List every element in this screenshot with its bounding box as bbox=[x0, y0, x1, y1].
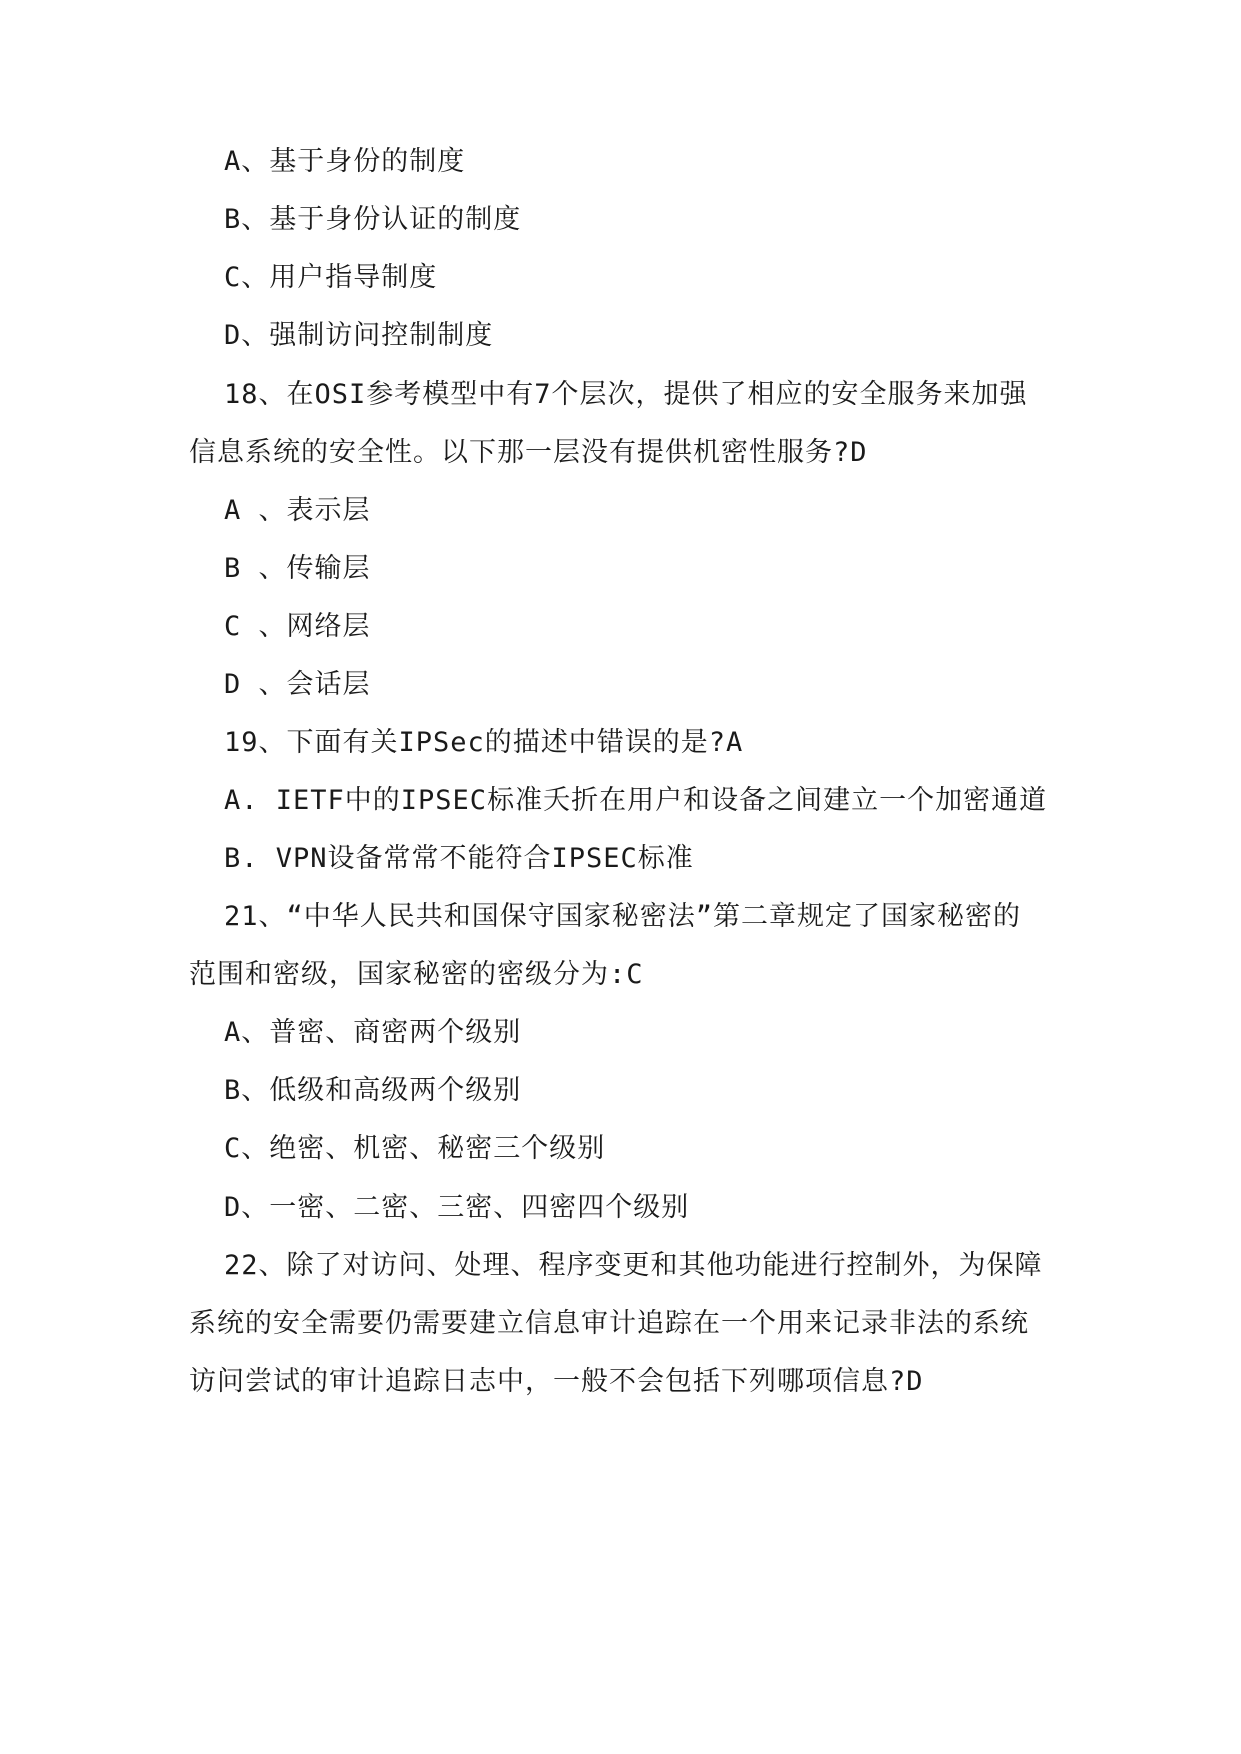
option-17-a: A、基于身份的制度 bbox=[224, 146, 466, 177]
question-21-line-2: 范围和密级，国家秘密的密级分为:C bbox=[189, 959, 644, 990]
option-18-b: B 、传输层 bbox=[224, 553, 371, 584]
option-18-d: D 、会话层 bbox=[224, 669, 371, 700]
option-17-b: B、基于身份认证的制度 bbox=[224, 204, 522, 235]
option-21-b: B、低级和高级两个级别 bbox=[224, 1075, 522, 1106]
question-22-line-2: 系统的安全需要仍需要建立信息审计追踪在一个用来记录非法的系统 bbox=[189, 1308, 1029, 1339]
question-22-line-1: 22、除了对访问、处理、程序变更和其他功能进行控制外，为保障 bbox=[224, 1250, 1043, 1281]
option-18-a: A 、表示层 bbox=[224, 495, 371, 526]
option-21-a: A、普密、商密两个级别 bbox=[224, 1017, 522, 1048]
question-18-line-2: 信息系统的安全性。以下那一层没有提供机密性服务?D bbox=[189, 437, 868, 468]
option-21-d: D、一密、二密、三密、四密四个级别 bbox=[224, 1192, 690, 1223]
question-19: 19、下面有关IPSec的描述中错误的是?A bbox=[224, 727, 744, 758]
question-21-line-1: 21、“中华人民共和国保守国家秘密法”第二章规定了国家秘密的 bbox=[224, 901, 1022, 932]
question-18-line-1: 18、在OSI参考模型中有7个层次，提供了相应的安全服务来加强 bbox=[224, 379, 1028, 410]
option-18-c: C 、网络层 bbox=[224, 611, 371, 642]
option-19-b: B. VPN设备常常不能符合IPSEC标准 bbox=[224, 843, 694, 874]
question-22-line-3: 访问尝试的审计追踪日志中，一般不会包括下列哪项信息?D bbox=[189, 1366, 924, 1397]
option-17-d: D、强制访问控制制度 bbox=[224, 320, 494, 351]
option-21-c: C、绝密、机密、秘密三个级别 bbox=[224, 1133, 606, 1164]
option-19-a: A. IETF中的IPSEC标准夭折在用户和设备之间建立一个加密通道 bbox=[224, 785, 1048, 816]
option-17-c: C、用户指导制度 bbox=[224, 262, 438, 293]
